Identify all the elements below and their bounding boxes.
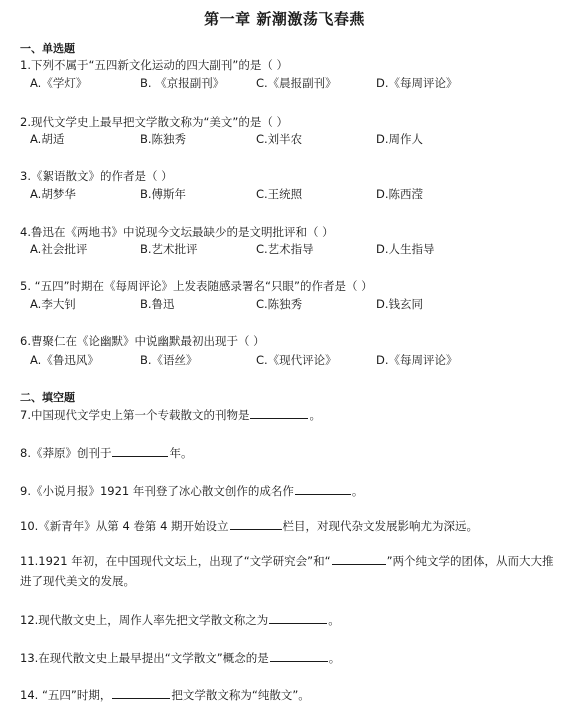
question-9 [20,482,363,499]
q14-text-before: 14. “五四”时期， [20,688,112,702]
section-heading-fill-in: 二、填空题 [20,391,75,404]
question-10 [20,517,478,534]
question-6: 6.曹聚仁在《论幽默》中说幽默最初出现于（ ） [20,334,265,348]
q2-option-a: A.胡适 [30,132,65,146]
q3-option-d: D.陈西滢 [376,187,424,201]
q6-option-d: D.《每周评论》 [376,353,458,367]
q9-answer-blank[interactable] [295,482,351,495]
q5-option-b: B.鲁迅 [140,297,175,311]
q12-text-after: 。 [328,613,340,627]
section-heading-single-choice: 一、单选题 [20,42,75,55]
question-11 [20,551,555,591]
q8-answer-blank[interactable] [112,444,168,457]
q4-option-a: A.社会批评 [30,242,88,256]
q4-option-d: D.人生指导 [376,242,435,256]
q2-option-d: D.周作人 [376,132,424,146]
q2-option-c: C.刘半农 [256,132,303,146]
question-2: 2.现代文学史上最早把文学散文称为“美文”的是（ ） [20,115,289,129]
question-13 [20,649,340,666]
q11-text-after: ”两个纯文学的团体，从而大大推进了现代美文的发展。 [20,554,554,588]
q13-text-after: 。 [328,651,341,665]
q14-answer-blank[interactable] [112,686,170,699]
q3-option-b: B.傅斯年 [140,187,187,201]
q10-text-before: 10.《新青年》从第 4 卷第 4 期开始设立 [20,519,229,533]
question-12 [20,611,340,628]
q13-text-before: 13.在现代散文史上最早提出“文学散文”概念的是 [20,651,269,665]
question-7 [20,406,321,423]
q1-option-a: A.《学灯》 [30,76,88,90]
q5-option-d: D.钱玄同 [376,297,424,311]
q7-text-after: 。 [309,408,321,422]
q5-option-c: C.陈独秀 [256,297,303,311]
question-14 [20,686,310,703]
question-3: 3.《絮语散文》的作者是（ ） [20,169,173,183]
q1-option-d: D.《每周评论》 [376,76,458,90]
q12-text-before: 12.现代散文史上，周作人率先把文学散文称之为 [20,613,269,627]
q10-text-after: 栏目，对现代杂文发展影响尤为深远。 [282,519,479,533]
q4-option-b: B.艺术批评 [140,242,198,256]
q1-option-b: B. 《京报副刊》 [140,76,225,90]
q13-answer-blank[interactable] [270,649,328,662]
question-4: 4.鲁迅在《两地书》中说现今文坛最缺少的是文明批评和（ ） [20,225,334,239]
q11-answer-blank[interactable] [332,552,386,565]
q11-text-before: 11.1921 年初，在中国现代文坛上，出现了“文学研究会”和“ [20,554,331,568]
q9-text-after: 。 [351,484,364,498]
q7-answer-blank[interactable] [250,406,308,419]
q14-text-after: 把文学散文称为“纯散文”。 [171,688,310,702]
q8-text-after: 年。 [169,446,193,460]
q1-option-c: C.《晨报副刊》 [256,76,337,90]
question-1: 1.下列不属于“五四新文化运动的四大副刊”的是（ ） [20,58,289,72]
question-8 [20,444,192,461]
document-title: 第一章 新潮激荡飞春燕 [204,10,365,28]
q3-option-a: A.胡梦华 [30,187,76,201]
q12-answer-blank[interactable] [269,611,327,624]
q6-option-c: C.《现代评论》 [256,353,337,367]
question-5: 5. “五四”时期在《每周评论》上发表随感录署名“只眼”的作者是（ ） [20,279,373,293]
q6-option-b: B.《语丝》 [140,353,198,367]
q9-text-before: 9.《小说月报》1921 年刊登了冰心散文创作的成名作 [20,484,294,498]
q10-answer-blank[interactable] [230,517,282,530]
q7-text-before: 7.中国现代文学史上第一个专载散文的刊物是 [20,408,250,422]
q5-option-a: A.李大钊 [30,297,76,311]
q3-option-c: C.王统照 [256,187,303,201]
q6-option-a: A.《鲁迅风》 [30,353,99,367]
q2-option-b: B.陈独秀 [140,132,187,146]
q4-option-c: C.艺术指导 [256,242,314,256]
q8-text-before: 8.《莽原》创刊于 [20,446,112,460]
